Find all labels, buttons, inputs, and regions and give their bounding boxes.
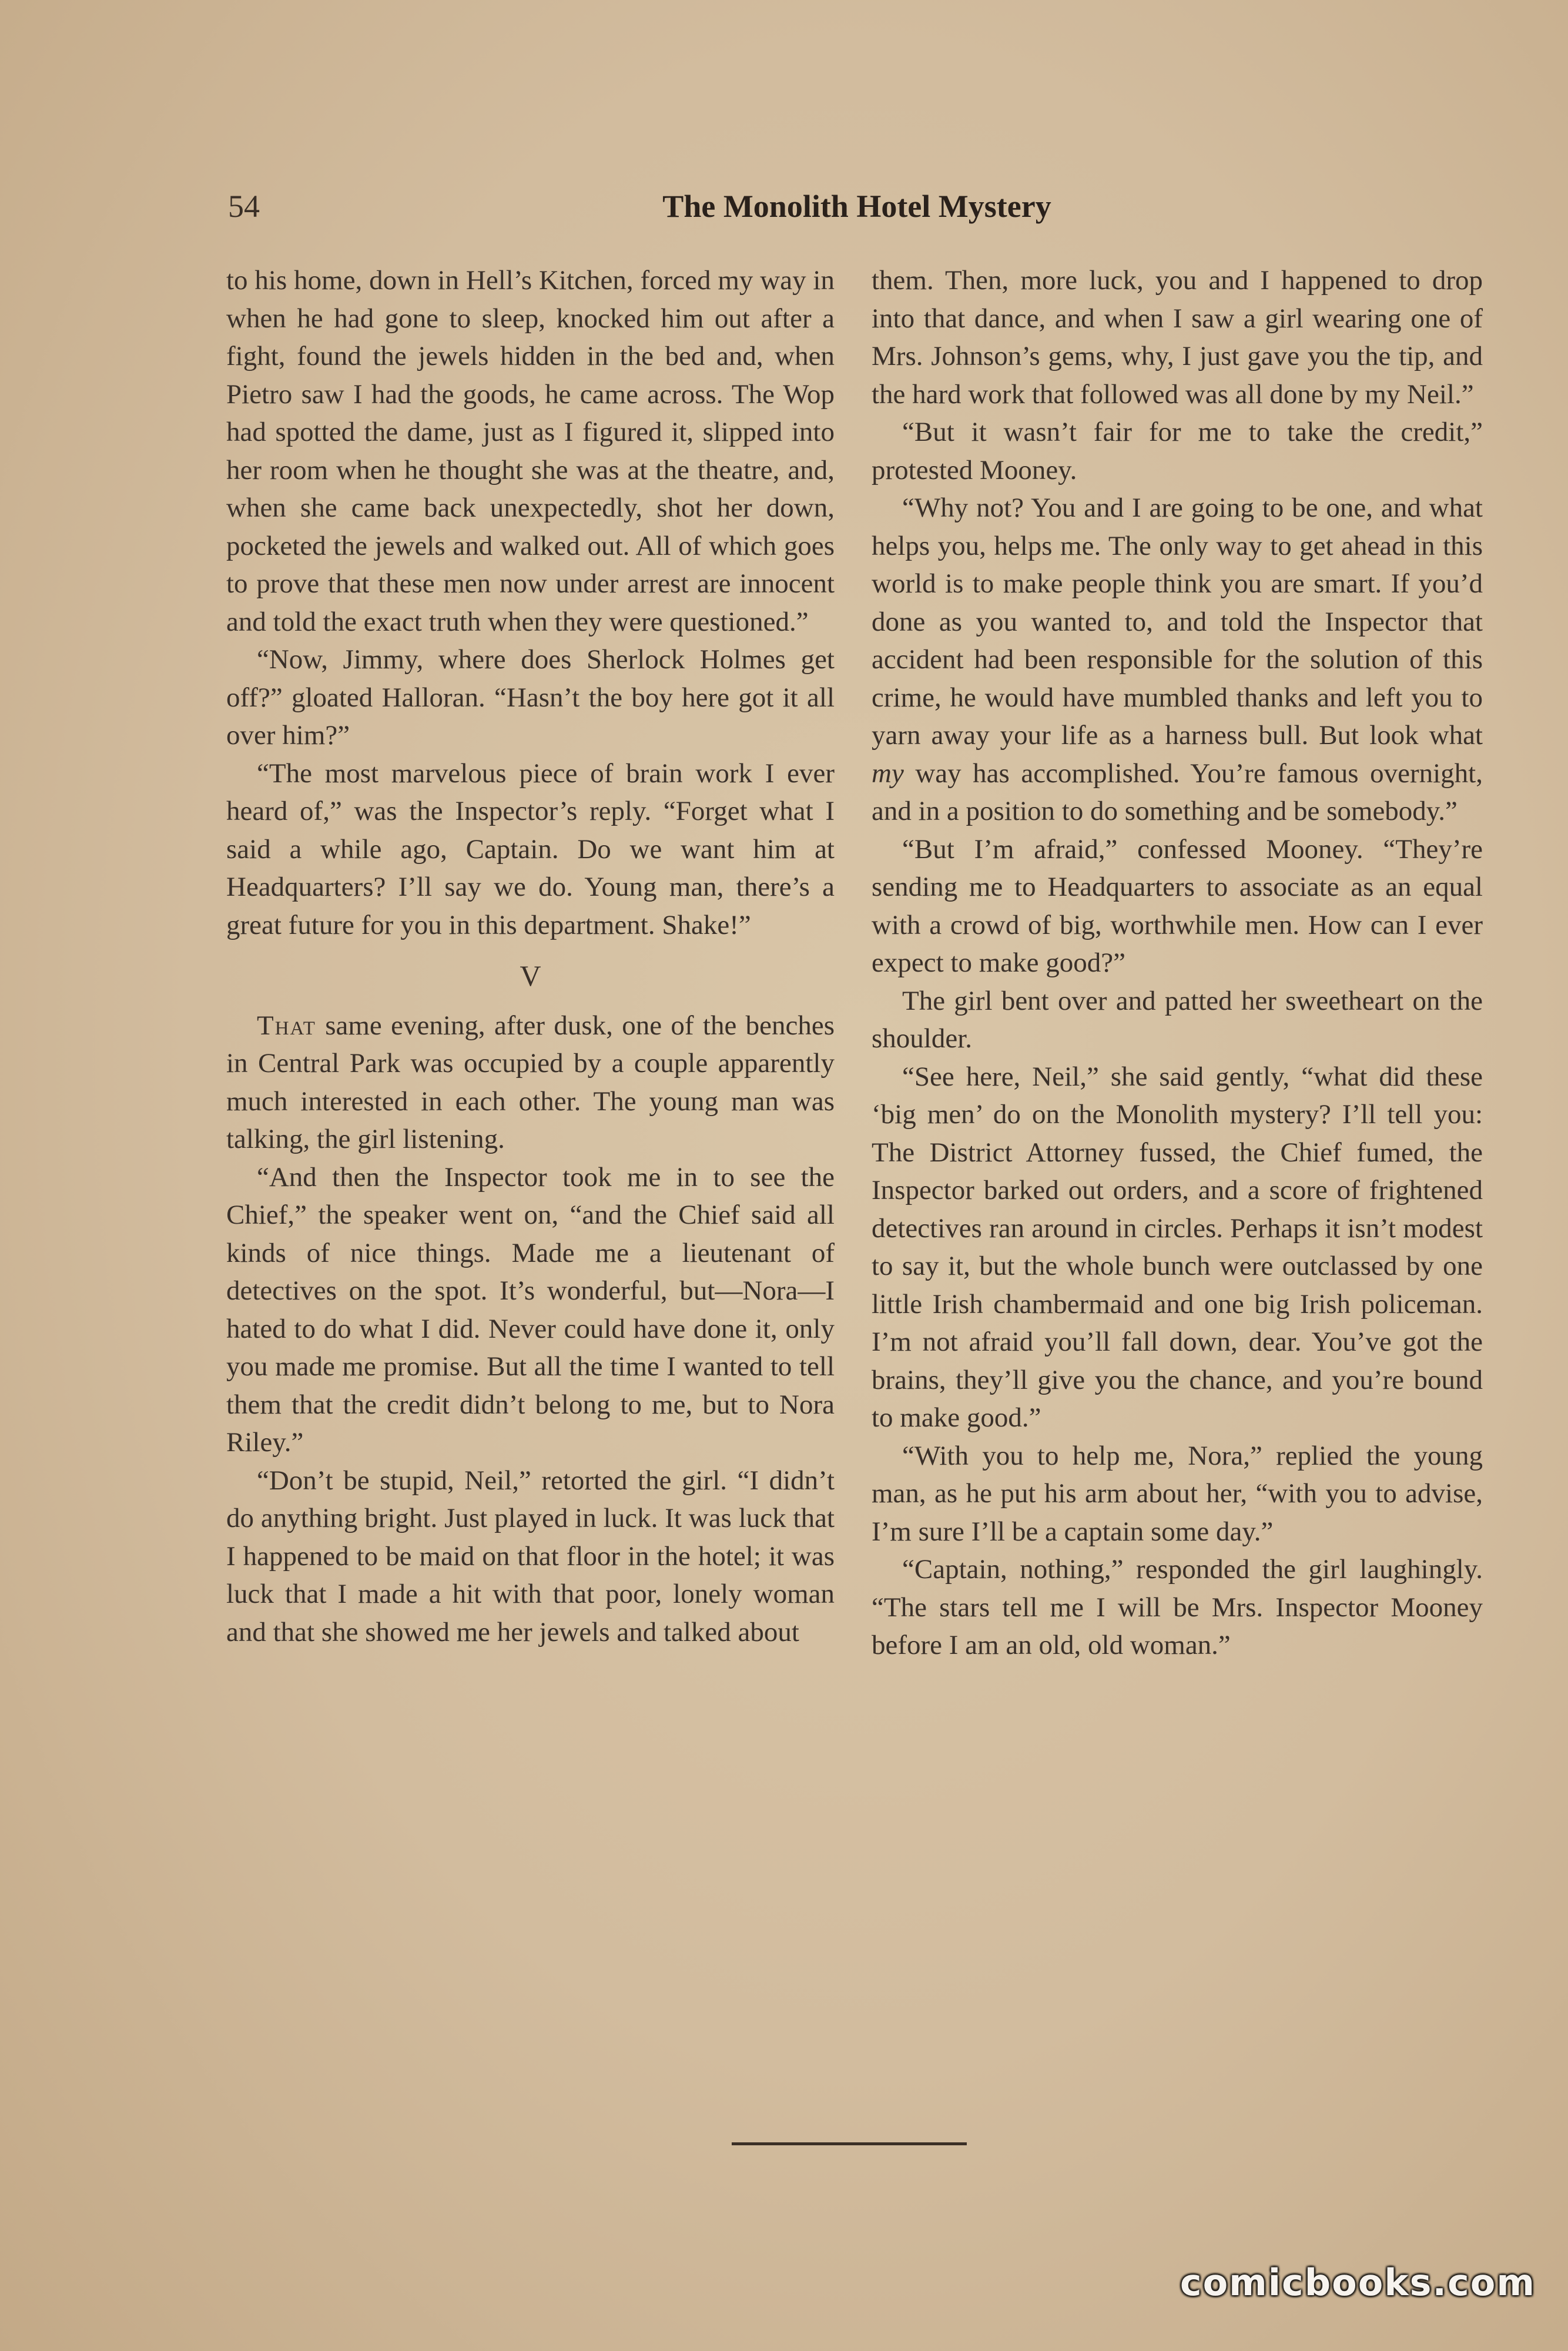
- paragraph: “And then the Inspector took me in to see the Chief,” the speaker went on, “and the Chief said all kinds of nice things. Made me a lieutenant of detectives on the spot. It’s wonderful, but—Nora—I hated to do what I did. Never could have done it, only you made me promise. But all the time I wanted to tell them that the credit didn’t belong to me, but to Nora Riley.”: [226, 1161, 835, 1458]
- paragraph-text: way has accomplished. You’re famous overnight, and in a position to do something and be somebody.”: [872, 758, 1483, 826]
- page-number: 54: [228, 189, 260, 224]
- paragraph: “Captain, nothing,” responded the girl laughingly. “The stars tell me I will be Mrs. Inspector Mooney before I am an old, old woman.”: [872, 1554, 1483, 1660]
- right-column: [872, 262, 1483, 1665]
- end-rule: [732, 2142, 967, 2145]
- paragraph: “With you to help me, Nora,” replied the young man, as he put his arm about her, “with you to advise, I’m sure I’ll be a captain some day.”: [872, 1440, 1483, 1547]
- page-header: [228, 188, 1486, 241]
- paragraph: [872, 489, 1483, 830]
- paragraph: The girl bent over and patted her sweetheart on the shoulder.: [872, 985, 1483, 1054]
- paragraph: “But I’m afraid,” confessed Mooney. “They’re sending me to Headquarters to associate as an equal with a crowd of big, worthwhile men. How can I ever expect to make good?”: [872, 833, 1483, 978]
- paragraph: them. Then, more luck, you and I happened to drop into that dance, and when I saw a girl wearing one of Mrs. Johnson’s gems, why, I just gave you the tip, and the hard work that followed was all done by my Neil.”: [872, 265, 1483, 410]
- section-opening-paragraph: [226, 1007, 835, 1158]
- paragraph: “But it wasn’t fair for me to take the credit,” protested Mooney.: [872, 417, 1483, 485]
- paragraph: “Don’t be stupid, Neil,” retorted the girl. “I didn’t do anything bright. Just played in luck. It was luck that I happened to be maid on that floor in the hotel; it was luck that I made a hit with that poor, lonely woman and that she showed me her jewels and talked about: [226, 1465, 835, 1647]
- paragraph-text: “Why not? You and I are going to be one, and what helps you, helps me. The only way to get ahead in this world is to make people think you are smart. If you’d done as you wanted to, and told the Inspector that accident had been responsible for the solution of this crime, he would have mumbled thanks and left you to yarn away your life as a harness bull. But look what: [872, 493, 1483, 751]
- paragraph: “Now, Jimmy, where does Sherlock Holmes get off?” gloated Halloran. “Hasn’t the boy here got it all over him?”: [226, 644, 835, 751]
- running-title: The Monolith Hotel Mystery: [662, 189, 1051, 224]
- paragraph: “See here, Neil,” she said gently, “what did these ‘big men’ do on the Monolith mystery? I’ll tell you: The District Attorney fussed, the Chief fumed, the Inspector barked out orders, and a score of frightened detectives ran around in circles. Perhaps it isn’t modest to say it, but the whole bunch were outclassed by one little Irish chambermaid and one big Irish policeman. I’m not afraid you’ll fall down, dear. You’ve got the brains, they’ll give you the chance, and you’re bound to make good.”: [872, 1061, 1483, 1433]
- emphasis: my: [872, 758, 904, 789]
- lead-word: That: [257, 1010, 316, 1041]
- section-number: V: [520, 959, 541, 992]
- paragraph-text: same evening, after dusk, one of the benches in Central Park was occupied by a couple apparently much interested in each other. The young man was talking, the girl listening.: [226, 1010, 835, 1154]
- watermark: comicbooks.com: [1180, 2261, 1536, 2304]
- left-column: [226, 262, 835, 1651]
- paragraph: “The most marvelous piece of brain work I ever heard of,” was the Inspector’s reply. “Forget what I said a while ago, Captain. Do we want him at Headquarters? I’ll say we do. Young man, there’s a great future for you in this department. Shake!”: [226, 758, 835, 940]
- paragraph: to his home, down in Hell’s Kitchen, forced my way in when he had gone to sleep, knocked him out after a fight, found the jewels hidden in the bed and, when Pietro saw I had the goods, he came across. The Wop had spotted the dame, just as I figured it, slipped into her room when he thought she was at the theatre, and, when she came back unexpectedly, shot her down, pocketed the jewels and walked out. All of which goes to prove that these men now under arrest are innocent and told the exact truth when they were questioned.”: [226, 265, 835, 637]
